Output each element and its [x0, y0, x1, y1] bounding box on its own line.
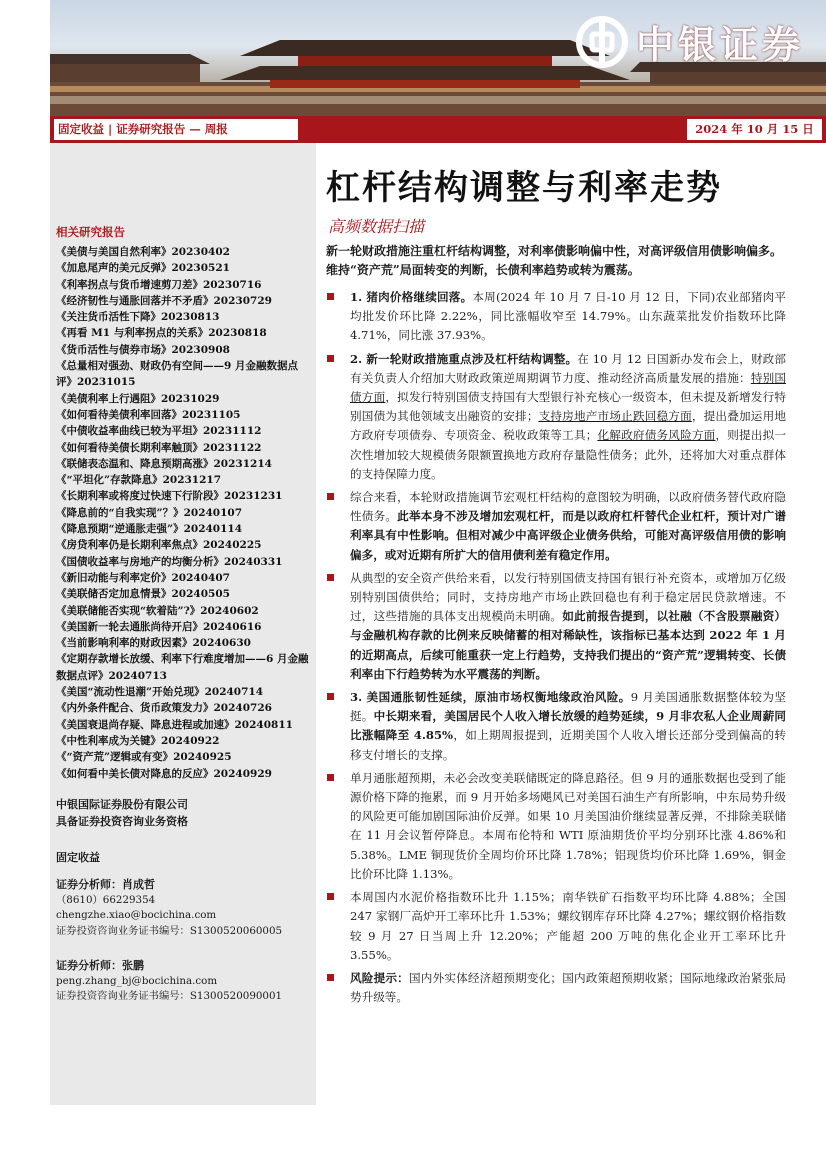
- list-item: 《如何看待美债长期利率触顶》20231122: [56, 441, 262, 454]
- paragraph-text: 单月通胀超预期，未必会改变美联储既定的降息路径。但 9 月的通胀数据也受到了能源价格下降的拖累，而 9 月开始多场飓风已对美国石油生产有所影响，中东局势升级的风险更可能加剧国际油价反弹。如果 10 月美国油价继续显著反弹，不排除美联储在 11 月会议暂停降息。本周布伦特和 WTI 原油期货价平均分别环比涨 4.86%和 5.38%。LME 铜现货价全周均价环比降 1.78%；铝现货均价环比降 1.69%，铜金比价环比降 1.13%。: [350, 770, 786, 881]
- category-bar: [50, 116, 826, 143]
- list-item: 《美国“流动性退潮”开始兑现》20240714: [56, 686, 264, 699]
- list-item: 《关注货币活性下降》20230813: [56, 311, 220, 324]
- paragraph-text: 在 10 月 12 日国新办发布会上，财政部有关负责人介绍加大财政政策逆周期调节力度、推动经济高质量发展的措施：: [350, 351, 786, 385]
- paragraph-heading: 1. 猪肉价格继续回落。: [350, 290, 473, 304]
- list-item: 《降息预期“逆通胀走强”》20240114: [56, 523, 243, 536]
- bullet-square-icon: [327, 693, 334, 700]
- logo-text: 中银证券: [635, 23, 804, 67]
- bullet-paragraph: [326, 488, 786, 565]
- list-item: 《长期利率或将度过快速下行阶段》20231231: [56, 490, 283, 503]
- company-logo: [576, 14, 804, 69]
- boc-logo-icon: [576, 16, 628, 68]
- list-item: 《总量相对强劲、财政仍有空间——9 月金融数据点评》20231015: [56, 360, 298, 389]
- paragraph-text: ，则提出拟一次性增加较大规模债务限额置换地方政府存量隐性债务；此外，还将加大对重点群体的支持保障力度。: [350, 428, 786, 481]
- list-item: 《美联储否定加息情景》20240505: [56, 588, 230, 601]
- company-info: [56, 796, 188, 830]
- list-item: 《如何看待美债利率回落》20231105: [56, 408, 241, 421]
- report-summary: 新一轮财政措施注重杠杆结构调整，对利率债影响偏中性，对高评级信用债影响偏多。维持“资产荒”局面转变的判断，长债利率趋势或转为震荡。: [326, 244, 783, 277]
- analyst-block-1: [56, 877, 282, 939]
- paragraph-text: 国内外实体经济超预期变化；国内政策超预期收紧；国际地缘政治紧张局势升级等。: [350, 970, 786, 1005]
- list-item: 《美国新一轮去通胀尚待开启》20240616: [56, 620, 262, 633]
- paragraph-heading: 2. 新一轮财政措施重点涉及杠杆结构调整。: [350, 351, 578, 366]
- paragraph-heading: 3. 美国通胀韧性延续，原油市场权衡地缘政治风险。: [350, 690, 631, 705]
- analyst-email: chengzhe.xiao@bocichina.com: [56, 909, 217, 921]
- analyst-cert: 证券投资咨询业务证书编号：S1300520060005: [56, 924, 283, 937]
- list-item: 《降息前的“自我实现”？》20240107: [56, 506, 243, 519]
- list-item: 《内外条件配合、货币政策发力》20240726: [56, 702, 272, 715]
- list-item: 《联储表态温和、降息预期高涨》20231214: [56, 457, 272, 470]
- list-item: 《房贷利率仍是长期利率焦点》20240225: [56, 539, 262, 552]
- bullet-paragraph: [326, 769, 786, 884]
- paragraph-text: ，拟发行特别国债支持国有大型银行补充核心一级资本，但未提及新增发行特别国债为其他领域支出融资的安排；: [350, 390, 786, 424]
- underlined-text: 支持房地产市场止跌回稳方面: [538, 409, 692, 424]
- list-item: 《美国衰退尚存疑、降息进程或加速》20240811: [56, 718, 293, 731]
- company-name: 中银国际证券股份有限公司: [56, 798, 188, 811]
- bullet-square-icon: [327, 355, 334, 362]
- analyst-cert: 证券投资咨询业务证书编号：S1300520090001: [56, 990, 283, 1002]
- header-banner: [50, 0, 826, 116]
- bullet-square-icon: [327, 293, 334, 300]
- list-item: 《“平坦化”存款降息》20231217: [56, 474, 222, 487]
- bullet-square-icon: [327, 974, 334, 981]
- list-item: 《中债收益率曲线已较为平坦》20231112: [56, 425, 262, 438]
- report-body: [326, 288, 786, 1011]
- paragraph-text: 本周(2024 年 10 月 7 日-10 月 12 日，下同)农业部猪肉平均批发价环比降 2.22%，同比涨幅收窄至 14.79%。山东蔬菜批发价指数环比降 4.71%，同比涨 37.93%。: [350, 290, 786, 343]
- list-item: 《如何看中美长债对降息的反应》20240929: [56, 767, 272, 780]
- bullet-paragraph: [326, 969, 786, 1007]
- paragraph-text: 综合来看，本轮财政措施调节宏观杠杆结构的意图较为明确，以政府债务替代政府隐性债务。: [350, 490, 786, 524]
- bold-text: 此举本身不涉及增加宏观杠杆，而是以政府杠杆替代企业杠杆，预计对广谱利率具有中性影响。但相对减少中高评级企业债务供给，可能对高评级信用债的影响偏多，或对近期有所扩大的信用债利差有稳定作用。: [350, 509, 786, 562]
- list-item: 《货币活性与债券市场》20230908: [56, 343, 230, 356]
- list-item: 《加息尾声的美元反弹》20230521: [56, 262, 230, 275]
- bullet-paragraph: [326, 288, 786, 346]
- report-date: 2024 年 10 月 15 日: [687, 119, 822, 140]
- analyst-block-2: [56, 958, 282, 1005]
- list-item: 《美债与美国自然利率》20230402: [56, 246, 230, 258]
- report-subtitle: 高频数据扫描: [328, 217, 425, 236]
- list-item: 《经济韧性与通胀回落并不矛盾》20230729: [56, 294, 272, 307]
- list-item: 《定期存款增长放缓、利率下行难度增加——6 月金融数据点评》20240713: [56, 653, 309, 682]
- bullet-paragraph: [326, 888, 786, 965]
- analyst-phone: （8610）66229354: [56, 893, 156, 906]
- company-qualification: 具备证券投资咨询业务资格: [56, 815, 188, 828]
- bullet-square-icon: [327, 493, 334, 500]
- bold-text: 中长期来看，美国居民个人收入增长放缓的趋势延续，9 月非农私人企业周薪同比涨幅降至 4.85%: [350, 709, 786, 743]
- related-reports-title: 相关研究报告: [56, 225, 125, 239]
- underlined-text: 特别国债方面: [350, 370, 786, 405]
- list-item: 《中性利率成为关键》20240922: [56, 734, 220, 747]
- paragraph-text: ，提出叠加运用地方政府专项债券、专项资金、税收政策等工具；: [350, 409, 786, 443]
- paragraph-heading: 风险提示：: [350, 970, 409, 985]
- underlined-text: 化解政府债务风险方面: [597, 428, 716, 443]
- bullet-square-icon: [327, 774, 334, 781]
- analyst-name: 证券分析师：张鹏: [56, 959, 144, 972]
- paragraph-text: 本周国内水泥价格指数环比升 1.15%；南华铁矿石指数平均环比降 4.88%；全国 247 家钢厂高炉开工率环比升 1.53%；螺纹钢库存环比降 4.27%；螺纹钢价格指数较 9 月 27 日当周上升 12.20%；产能超 200 万吨的焦化企业开工率环比升 3.55%。: [350, 890, 786, 962]
- list-item: 《当前影响利率的财政因素》20240630: [56, 637, 251, 650]
- bullet-square-icon: [327, 574, 334, 581]
- bullet-paragraph: [326, 569, 786, 684]
- list-item: 《国债收益率与房地产的均衡分析》20240331: [56, 555, 283, 568]
- list-item: 《美联储能否实现“软着陆”?》20240602: [56, 604, 259, 617]
- list-item: 《“资产荒”逻辑或有变》20240925: [56, 751, 232, 764]
- paragraph-text: ，如上期周报提到，近期美国个人收入增长还部分受到偏高的转移支付增长的支撑。: [350, 728, 786, 762]
- bullet-paragraph: [326, 688, 786, 765]
- analyst-email: peng.zhang_bj@bocichina.com: [56, 974, 218, 987]
- bullet-paragraph: [326, 350, 786, 484]
- bullet-square-icon: [327, 893, 334, 900]
- list-item: 《美债利率上行遇阻》20231029: [56, 392, 220, 405]
- list-item: 《再看 M1 与利率拐点的关系》20230818: [56, 327, 267, 340]
- paragraph-text: 9 月美国通胀数据整体较为坚挺。: [350, 690, 786, 724]
- paragraph-text: 从典型的安全资产供给来看，以发行特别国债支持国有银行补充资本，或增加万亿级别特别国债供给；同时，支持房地产市场止跌回稳也有利于稳定居民贷款增速。不过，这些措施的具体支出规模尚未明确。: [350, 570, 786, 624]
- section-label: 固定收益: [56, 851, 100, 864]
- report-category: 固定收益 | 证券研究报告 — 周报: [54, 119, 298, 140]
- related-reports-list: [56, 244, 312, 782]
- report-title: 杠杆结构调整与利率走势: [326, 168, 722, 208]
- analyst-name: 证券分析师：肖成哲: [56, 878, 155, 891]
- bold-text: 如此前报告提到，以社融（不含股票融资）与金融机构存款的比例来反映储蓄的相对稀缺性，该指标已基本达到 2022 年 1 月的近期高点，后续可能重获一定上行趋势，支持我们提出的“资产荒”逻辑转变、长债利率由下行趋势转为水平震荡的判断。: [350, 609, 786, 681]
- list-item: 《利率拐点与货币增速剪刀差》20230716: [56, 278, 262, 291]
- list-item: 《新旧动能与利率定价》20240407: [56, 571, 230, 584]
